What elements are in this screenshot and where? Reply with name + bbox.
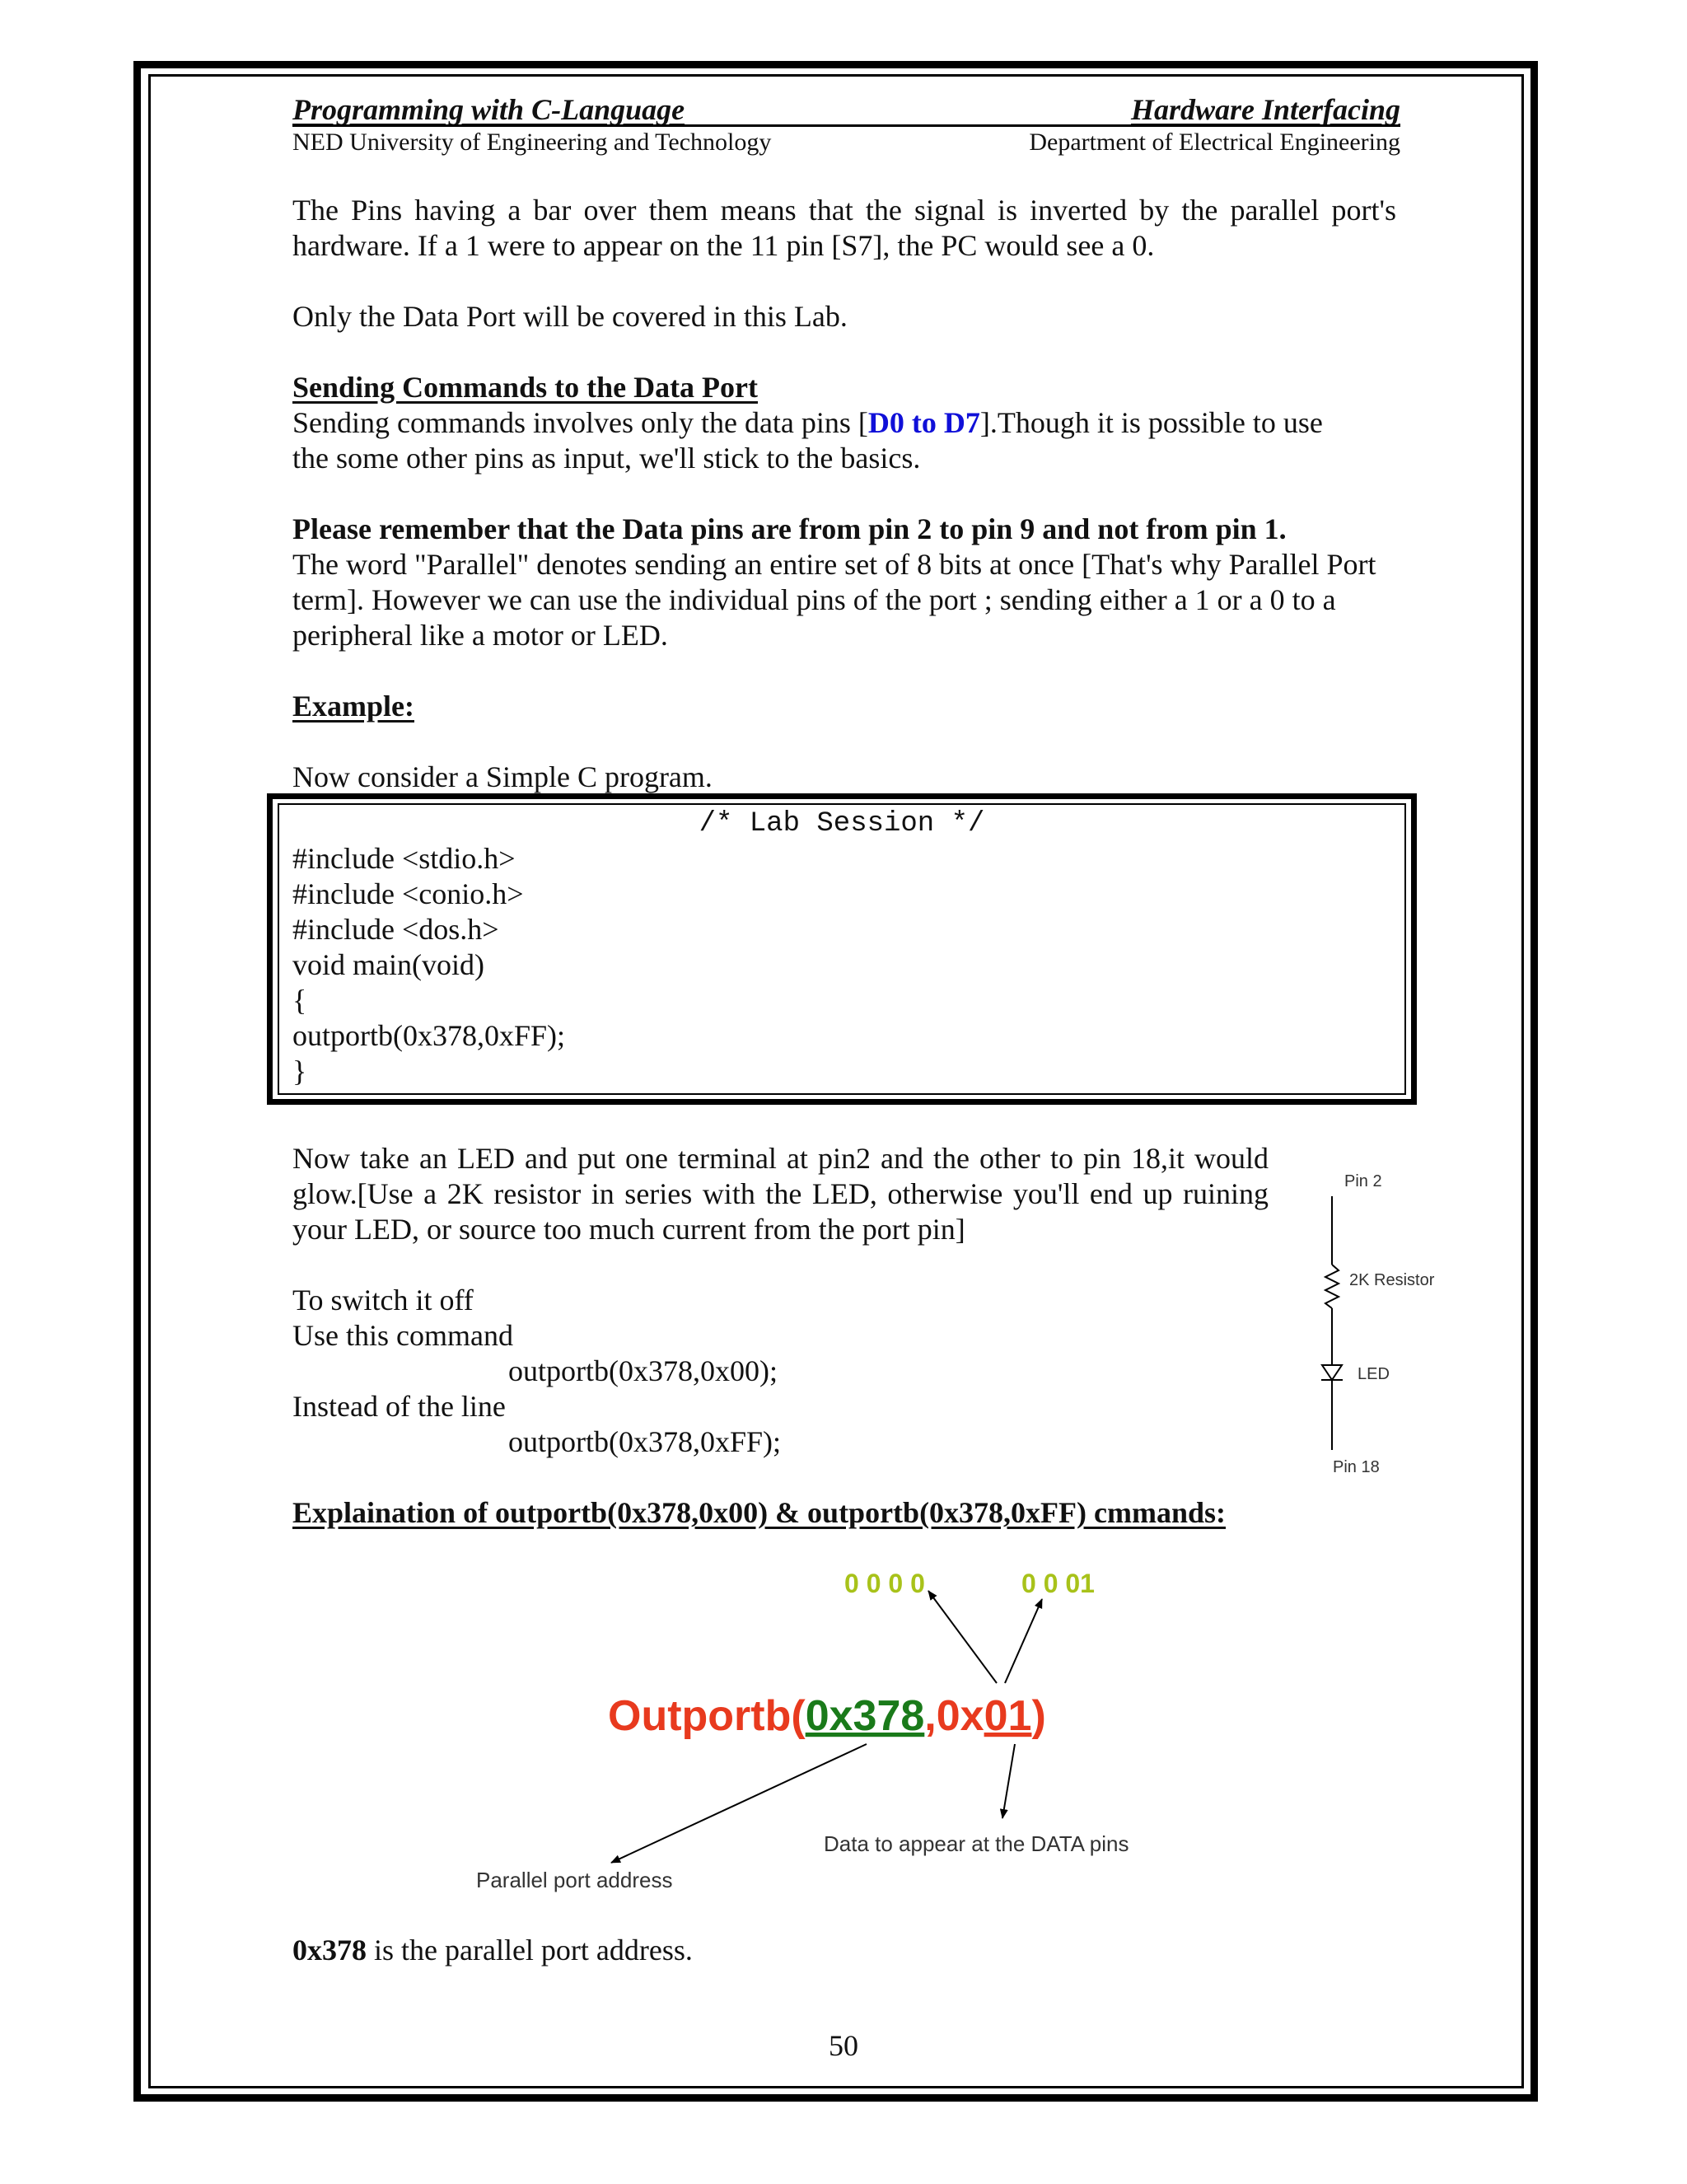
header-titles <box>292 92 1400 127</box>
sending-text-after: ].Though it is possible to use <box>979 406 1323 439</box>
sending-commands-line1 <box>292 405 1323 441</box>
use-command-text: Use this command <box>292 1319 513 1352</box>
parallel-explanation: The word "Parallel" denotes sending an entire set of 8 bits at once [That's why Parallel Port term]. However we can use the individual pins of the port ; sending either a 1 or a 0 to a peripheral like a motor or LED. <box>292 548 1376 652</box>
resistor-icon <box>1325 1265 1339 1308</box>
sending-commands-line2: the some other pins as input, we'll stick to the basics. <box>292 442 921 475</box>
label-pin-18: Pin 18 <box>1333 1458 1380 1476</box>
command-on: outportb(0x378,0xFF); <box>508 1425 782 1458</box>
sending-text-before: Sending commands involves only the data pins [ <box>292 406 868 439</box>
header-rule <box>292 124 1400 127</box>
led-circuit-diagram <box>1285 1170 1450 1483</box>
data-value: 01 <box>984 1692 1032 1740</box>
intro-paragraph: The Pins having a bar over them means that the signal is inverted by the parallel port's hardware. If a 1 were to appear on the 11 pin [S7], the PC would see a 0. <box>292 194 1396 262</box>
header-subtitles <box>292 129 1400 157</box>
arrow-to-high-nibble <box>928 1591 997 1683</box>
code-line: #include <stdio.h> <box>292 842 516 875</box>
label-pin-2: Pin 2 <box>1344 1172 1382 1190</box>
arrow-to-low-nibble <box>1005 1599 1042 1683</box>
bits-low-nibble: 0 0 01 <box>1021 1569 1095 1598</box>
arrow-to-data-label <box>1002 1744 1015 1818</box>
outportb-expression <box>608 1692 1046 1740</box>
outportb-diagram <box>461 1561 1203 1915</box>
code-line: } <box>292 1055 307 1087</box>
address-rest: is the parallel port address. <box>367 1934 693 1967</box>
led-paragraph: Now take an LED and put one terminal at pin2 and the other to pin 18,it would glow.[Use a 2K resistor in series with the LED, otherwise you'll end up ruining your LED, or source too much current from the port pin] <box>292 1142 1269 1246</box>
function-name: Outportb( <box>608 1692 806 1740</box>
code-line: #include <conio.h> <box>292 877 524 910</box>
sending-commands-heading: Sending Commands to the Data Port <box>292 371 759 404</box>
explanation-heading: Explaination of outportb(0x378,0x00) & outportb(0x378,0xFF) cmmands: <box>292 1496 1227 1529</box>
example-heading: Example: <box>292 690 414 723</box>
code-line: outportb(0x378,0xFF); <box>292 1019 566 1052</box>
remember-note: Please remember that the Data pins are from pin 2 to pin 9 and not from pin 1. <box>292 512 1287 545</box>
label-resistor: 2K Resistor <box>1349 1271 1435 1289</box>
instead-text: Instead of the line <box>292 1390 506 1423</box>
data-port-note: Only the Data Port will be covered in this Lab. <box>292 300 848 333</box>
page-number: 50 <box>829 2029 858 2062</box>
example-intro: Now consider a Simple C program. <box>292 760 713 793</box>
label-port-address: Parallel port address <box>476 1868 673 1892</box>
header-right-subtitle: Department of Electrical Engineering <box>1029 129 1400 156</box>
header-left-subtitle: NED University of Engineering and Technology <box>292 129 772 156</box>
hex-prefix: ,0x <box>924 1692 984 1740</box>
code-line: { <box>292 984 307 1017</box>
address-bold: 0x378 <box>292 1934 367 1967</box>
label-data-pins: Data to appear at the DATA pins <box>824 1831 1129 1856</box>
switch-off-text: To switch it off <box>292 1284 474 1316</box>
address-note <box>292 1933 693 1968</box>
command-off: outportb(0x378,0x00); <box>508 1354 778 1387</box>
port-address: 0x378 <box>805 1692 925 1740</box>
header-left-title: Programming with C-Language <box>292 93 685 126</box>
header-right-title: Hardware Interfacing <box>1130 93 1400 126</box>
label-led: LED <box>1358 1365 1390 1383</box>
code-line: #include <dos.h> <box>292 913 499 946</box>
code-comment: /* Lab Session */ <box>699 808 985 839</box>
data-pins-range: D0 to D7 <box>867 406 980 439</box>
bits-high-nibble: 0 0 0 0 <box>844 1569 925 1598</box>
led-diode-icon <box>1322 1365 1342 1380</box>
code-listing <box>292 841 565 1089</box>
close-paren: ) <box>1031 1692 1046 1740</box>
code-line: void main(void) <box>292 948 484 981</box>
